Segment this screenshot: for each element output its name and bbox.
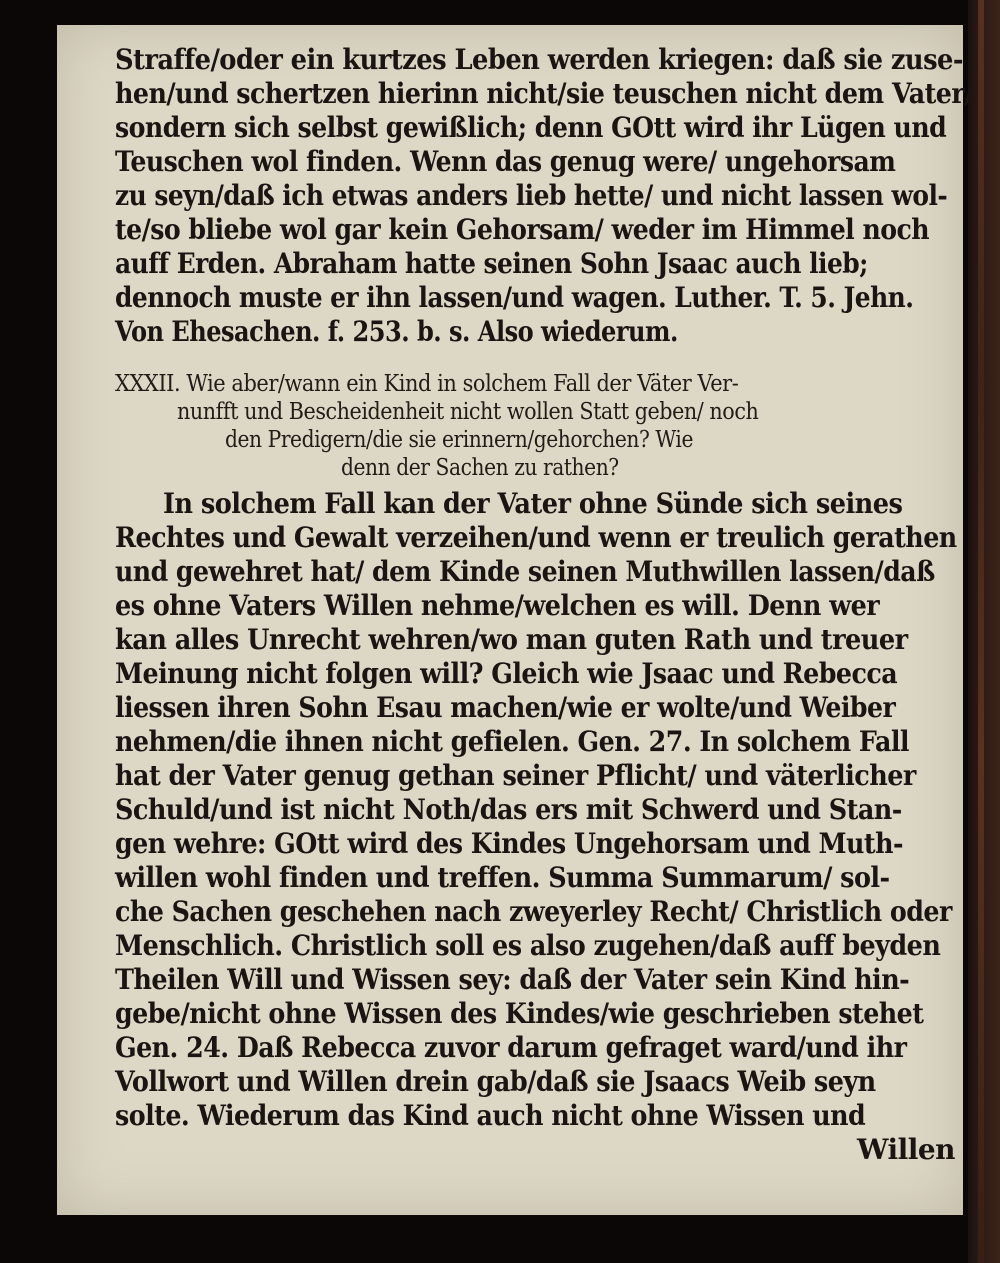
text-line: Schuld/und ist nicht Noth/das ers mit Schwerd und Stan- <box>115 793 902 826</box>
book-edge <box>968 0 1000 1263</box>
text-line: willen wohl finden und treffen. Summa Summarum/ sol- <box>115 861 890 894</box>
text-line: gebe/nicht ohne Wissen des Kindes/wie geschrieben stehet <box>115 997 924 1030</box>
text-line: Gen. 24. Daß Rebecca zuvor darum gefraget ward/und ihr <box>115 1031 907 1064</box>
text-line: kan alles Unrecht wehren/wo man guten Rath und treuer <box>115 623 908 656</box>
text-line: es ohne Vaters Willen nehme/welchen es will. Denn wer <box>115 589 880 622</box>
text-line: che Sachen geschehen nach zweyerley Recht/ Christlich oder <box>115 895 952 928</box>
section-heading-line: nunfft und Bescheidenheit nicht wollen Statt geben/ noch <box>177 399 759 425</box>
text-line: Meinung nicht folgen will? Gleich wie Jsaac und Rebecca <box>115 657 898 690</box>
text-line: Theilen Will und Wissen sey: daß der Vater sein Kind hin- <box>115 963 910 996</box>
book-page <box>57 25 973 1215</box>
text-line: Menschlich. Christlich soll es also zugehen/daß auff beyden <box>115 929 941 962</box>
text-line: auff Erden. Abraham hatte seinen Sohn Jsaac auch lieb; <box>115 247 868 280</box>
text-line: Von Ehesachen. f. 253. b. s. Also wiederum. <box>115 315 678 348</box>
text-line: solte. Wiederum das Kind auch nicht ohne Wissen und <box>115 1099 866 1132</box>
text-line: und gewehret hat/ dem Kinde seinen Muthwillen lassen/daß <box>115 555 935 588</box>
text-line: hat der Vater genug gethan seiner Pflicht/ und väterlicher <box>115 759 916 792</box>
text-line: zu seyn/daß ich etwas anders lieb hette/ und nicht lassen wol- <box>115 179 948 212</box>
catchword: Willen <box>857 1133 956 1166</box>
text-line: Rechtes und Gewalt verzeihen/und wenn er treulich gerathen <box>115 521 957 554</box>
text-line: gen wehre: GOtt wird des Kindes Ungehorsam und Muth- <box>115 827 903 860</box>
text-line: liessen ihren Sohn Esau machen/wie er wolte/und Weiber <box>115 691 896 724</box>
text-line: Straffe/oder ein kurtzes Leben werden kriegen: daß sie zuse- <box>115 43 964 76</box>
text-line: In solchem Fall kan der Vater ohne Sünde sich seines <box>163 487 903 520</box>
text-line: nehmen/die ihnen nicht gefielen. Gen. 27. In solchem Fall <box>115 725 910 758</box>
text-line: Vollwort und Willen drein gab/daß sie Jsaacs Weib seyn <box>115 1065 876 1098</box>
section-heading-line: den Predigern/die sie erinnern/gehorchen? Wie <box>225 427 693 453</box>
text-line: dennoch muste er ihn lassen/und wagen. Luther. T. 5. Jehn. <box>115 281 914 314</box>
text-line: Teuschen wol finden. Wenn das genug were/ ungehorsam <box>115 145 896 178</box>
section-heading-line: XXXII. Wie aber/wann ein Kind in solchem Fall der Väter Ver- <box>115 371 739 397</box>
text-line: te/so bliebe wol gar kein Gehorsam/ weder im Himmel noch <box>115 213 930 246</box>
text-line: hen/und schertzen hierinn nicht/sie teuschen nicht dem Vater/ <box>115 77 973 110</box>
text-line: sondern sich selbst gewißlich; denn GOtt wird ihr Lügen und <box>115 111 947 144</box>
section-heading-line: denn der Sachen zu rathen? <box>341 455 619 481</box>
